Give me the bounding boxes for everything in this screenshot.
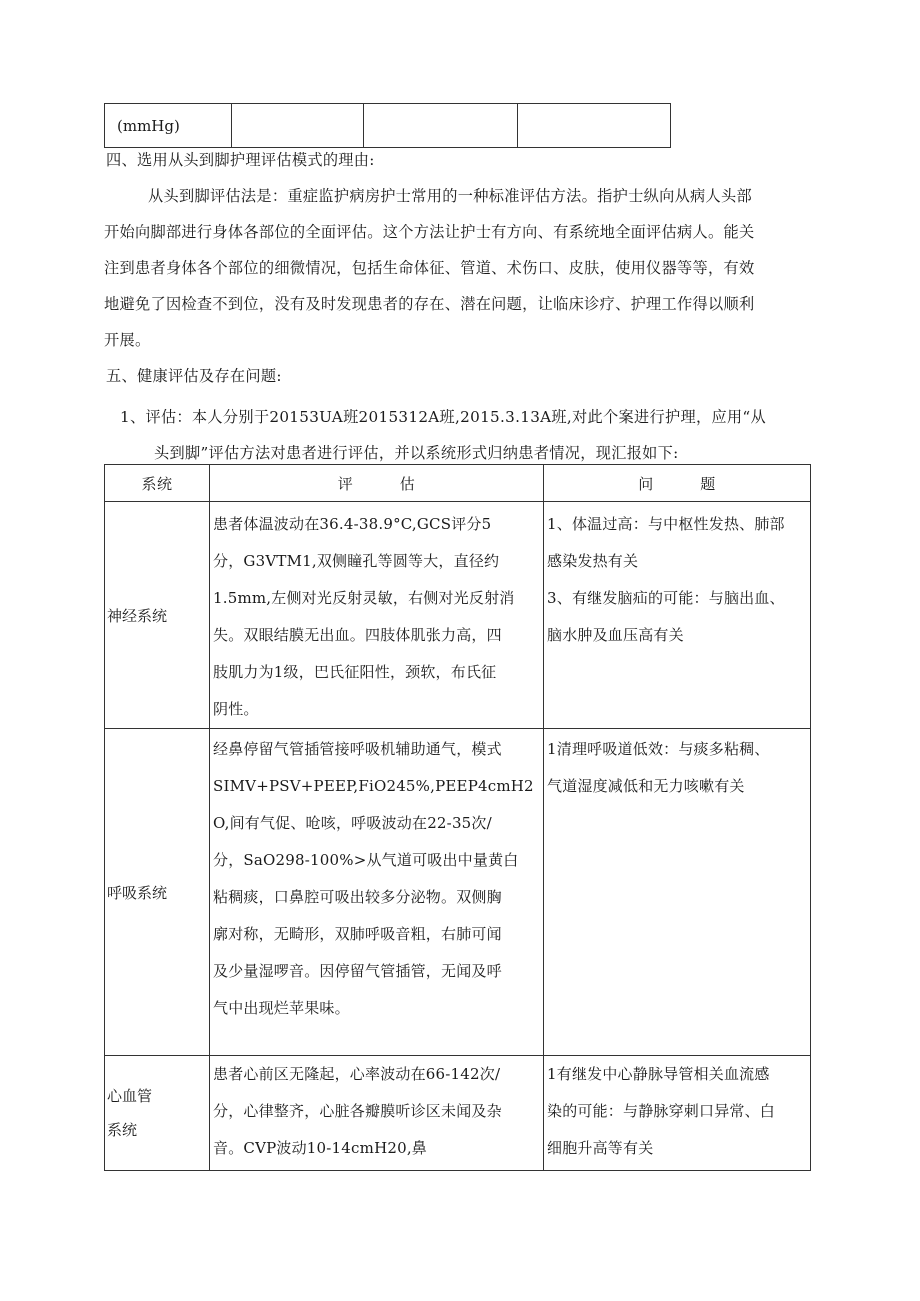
table-row bbox=[105, 729, 811, 1056]
system-cell: 神经系统 bbox=[105, 502, 210, 729]
section-5-heading: 五、健康评估及存在问题: bbox=[106, 367, 282, 385]
paragraph-line: 注到患者身体各个部位的细微情况，包括生命体征、管道、术伤口、皮肤，使用仪器等等，有效 bbox=[104, 259, 755, 277]
paragraph-line: 开始向脚部进行身体各部位的全面评估。这个方法让护士有方向、有系统地全面评估病人。能关 bbox=[104, 223, 755, 241]
paragraph-line: 地避免了因检查不到位，没有及时发现患者的存在、潜在问题，让临床诊疗、护理工作得以顺利 bbox=[104, 295, 755, 313]
header-system: 系统 bbox=[105, 465, 210, 502]
table-header-row bbox=[105, 465, 811, 502]
section-5 bbox=[104, 358, 816, 394]
assessment-cell: 患者心前区无隆起，心率波动在66-142次/ 分，心律整齐，心脏各瓣膜听诊区未闻及杂 音。CVP波动10-14cmH20,鼻 bbox=[210, 1056, 544, 1171]
intro-line: 头到脚”评估方法对患者进行评估，并以系统形式归纳患者情况，现汇报如下: bbox=[154, 444, 679, 462]
header-problem: 问 题 bbox=[544, 465, 811, 502]
table-row bbox=[105, 1056, 811, 1171]
section-4-heading: 四、选用从头到脚护理评估模式的理由: bbox=[106, 151, 375, 169]
system-cell: 心血管 系统 bbox=[105, 1056, 210, 1171]
problem-cell: 1有继发中心静脉导管相关血流感 染的可能：与静脉穿刺口异常、白 细胞升高等有关 bbox=[544, 1056, 811, 1171]
section-4 bbox=[104, 142, 816, 358]
system-cell: 呼吸系统 bbox=[105, 729, 210, 1056]
header-assessment: 评 估 bbox=[210, 465, 544, 502]
section-5-intro bbox=[120, 399, 820, 471]
table-row bbox=[105, 104, 671, 148]
problem-cell: 1、体温过高：与中枢性发热、肺部 感染发热有关 3、有继发脑疝的可能：与脑出血、 脑水肿及血压高有关 bbox=[544, 502, 811, 729]
assessment-cell: 患者体温波动在36.4-38.9°C,GCS评分5 分，G3VTM1,双侧瞳孔等圆等大，直径约 1.5mm,左侧对光反射灵敏，右侧对光反射消 失。双眼结膜无出血。四肢体肌张力高，四 肢肌力为1级，巴氏征阳性，颈软，布氏征 阴性。 bbox=[210, 502, 544, 729]
assessment-table bbox=[104, 464, 811, 1171]
empty-cell bbox=[232, 104, 364, 148]
intro-line: 1、评估：本人分别于20153UA班2015312A班,2015.3.13A班,对此个案进行护理，应用“从 bbox=[120, 408, 766, 426]
empty-cell bbox=[364, 104, 518, 148]
paragraph-line: 开展。 bbox=[104, 331, 151, 349]
empty-cell bbox=[518, 104, 671, 148]
paragraph-line: 从头到脚评估法是：重症监护病房护士常用的一种标准评估方法。指护士纵向从病人头部 bbox=[148, 187, 753, 205]
table-row bbox=[105, 502, 811, 729]
problem-cell: 1清理呼吸道低效：与痰多粘稠、 气道湿度减低和无力咳嗽有关 bbox=[544, 729, 811, 1056]
unit-cell: (mmHg) bbox=[105, 104, 232, 148]
assessment-cell: 经鼻停留气管插管接呼吸机辅助通气，模式 SIMV+PSV+PEEP,FiO245%,PEEP4cmH2 O,间有气促、呛咳，呼吸波动在22-35次/ 分，SaO298-100%>从气道可吸出中量黄白 粘稠痰，口鼻腔可吸出较多分泌物。双侧胸 廓对称，无畸形，双肺呼吸音粗，右肺可闻 及少量湿啰音。因停留气管插管，无闻及呼 气中出现烂苹果味。 bbox=[210, 729, 544, 1056]
